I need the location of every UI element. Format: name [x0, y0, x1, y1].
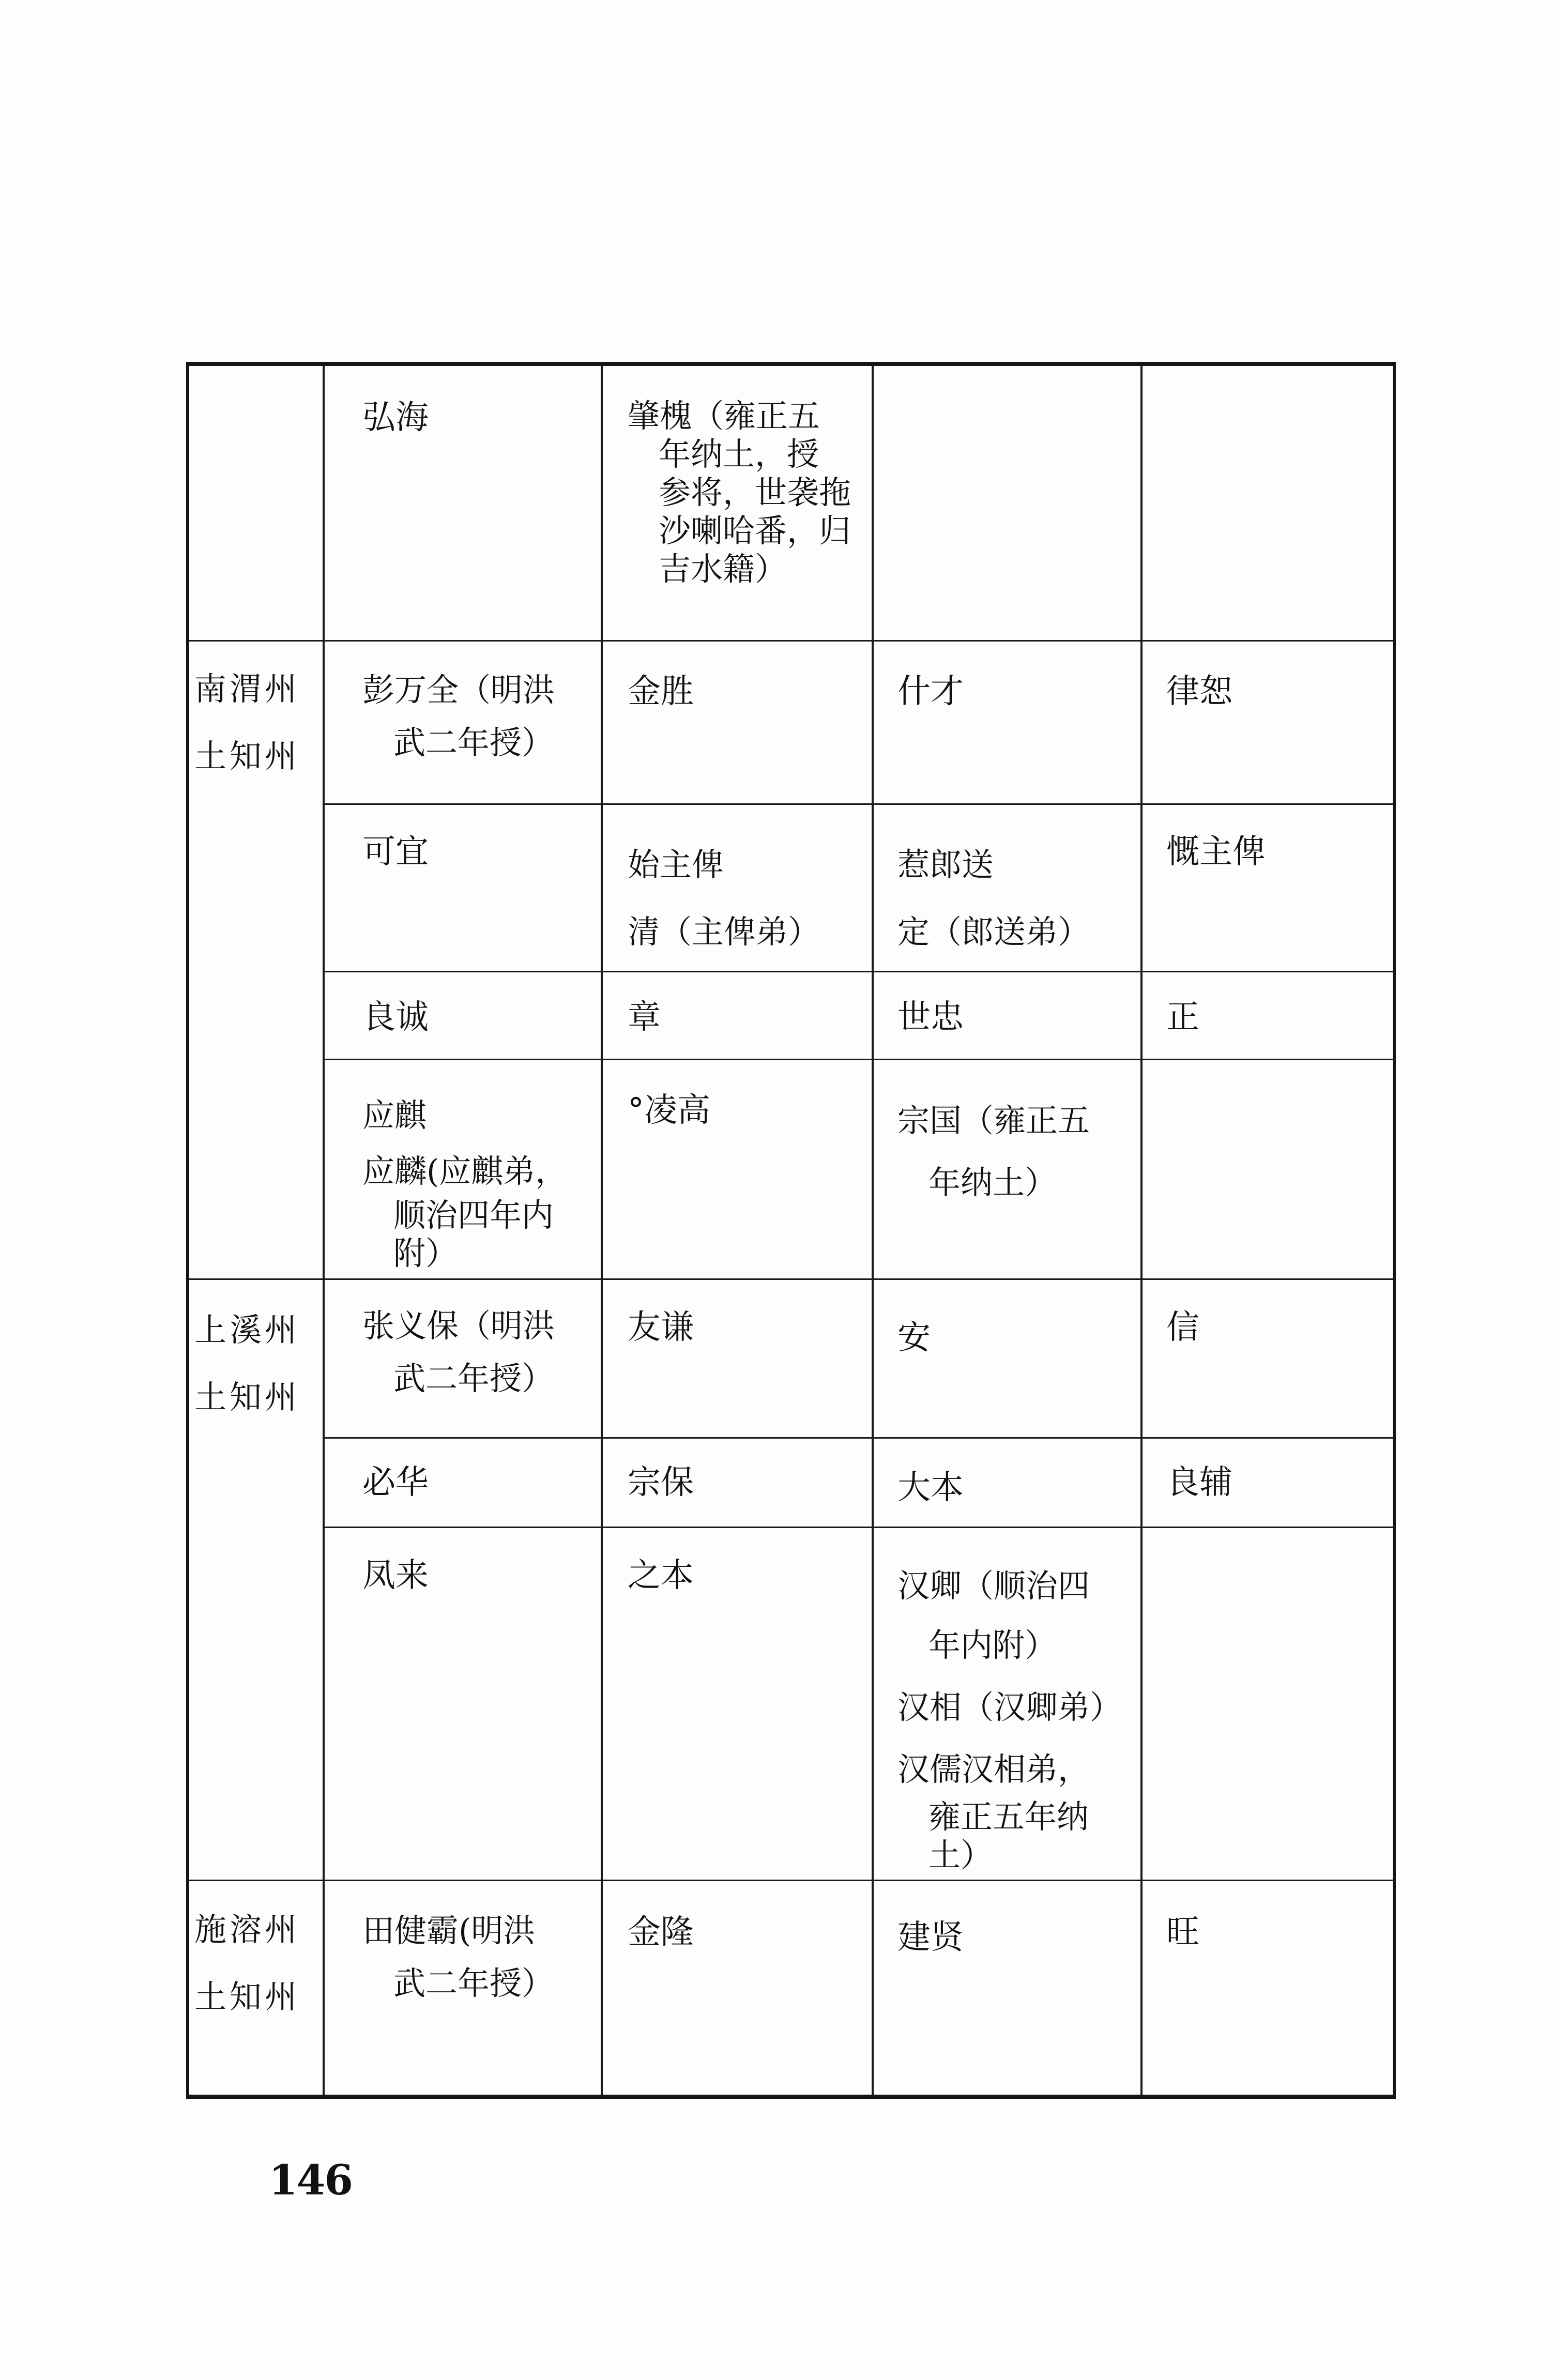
- table-cell: 金隆: [628, 1913, 694, 1951]
- column-divider: [323, 366, 325, 2095]
- row-divider: [189, 1880, 1394, 1881]
- row-divider: [323, 971, 1394, 972]
- table-cell: 良诚: [362, 998, 429, 1036]
- row-divider: [323, 1059, 1394, 1060]
- region-label: 南渭州 土知州: [194, 670, 300, 775]
- table-cell: 之本: [628, 1557, 694, 1595]
- table-cell: 张义保（明洪 武二年授）: [362, 1307, 555, 1397]
- table-cell: 什才: [897, 673, 964, 711]
- table-cell: 田健霸(明洪 武二年授）: [362, 1912, 554, 2002]
- table-cell: 汉卿（顺治四 年内附） 汉相（汉卿弟） 汉儒汉相弟， 雍正五年纳 土）: [897, 1567, 1122, 1874]
- table-cell: 宗保: [628, 1463, 694, 1502]
- row-divider: [323, 803, 1394, 805]
- table-cell: 律恕: [1166, 673, 1232, 711]
- table-cell: 良辅: [1166, 1463, 1232, 1502]
- table-cell: 弘海: [362, 399, 429, 437]
- table-cell: 始主俾 清（主俾弟）: [628, 846, 820, 951]
- table-cell: 必华: [362, 1463, 429, 1502]
- table-cell: °凌高: [628, 1091, 710, 1130]
- table-cell: 章: [628, 998, 661, 1036]
- row-divider: [323, 1527, 1394, 1528]
- table-cell: 安: [897, 1319, 931, 1357]
- region-label: 施溶州 土知州: [194, 1911, 300, 2016]
- table-cell: 信: [1166, 1308, 1199, 1347]
- row-divider: [189, 1278, 1394, 1280]
- column-divider: [1140, 366, 1143, 2095]
- table-cell: 可宜: [362, 833, 429, 871]
- genealogy-table: [186, 362, 1396, 2099]
- table-cell: 金胜: [628, 673, 694, 711]
- table-cell: 建贤: [897, 1918, 964, 1957]
- row-divider: [189, 640, 1394, 642]
- column-divider: [601, 366, 603, 2095]
- table-cell: 大本: [897, 1469, 964, 1507]
- table-cell: 友谦: [628, 1308, 694, 1347]
- page-number: 146: [269, 2156, 352, 2204]
- column-divider: [872, 366, 874, 2095]
- table-cell: 正: [1166, 998, 1199, 1036]
- table-cell: 慨主俾: [1166, 833, 1266, 871]
- table-cell: 彭万全（明洪 武二年授）: [362, 671, 555, 761]
- region-label: 上溪州 土知州: [194, 1311, 300, 1416]
- table-cell: 世忠: [897, 998, 964, 1036]
- table-cell: 旺: [1166, 1913, 1199, 1951]
- table-cell: 凤来: [362, 1557, 429, 1595]
- row-divider: [323, 1437, 1394, 1439]
- table-cell: 肇槐（雍正五 年纳土，授 参将，世袭拖 沙喇哈番，归 吉水籍）: [628, 397, 851, 588]
- table-cell: 宗国（雍正五 年纳土）: [897, 1102, 1090, 1201]
- table-cell: 惹郎送 定（郎送弟）: [897, 846, 1090, 951]
- table-cell: 应麒 应麟(应麒弟， 顺治四年内 附）: [362, 1096, 568, 1272]
